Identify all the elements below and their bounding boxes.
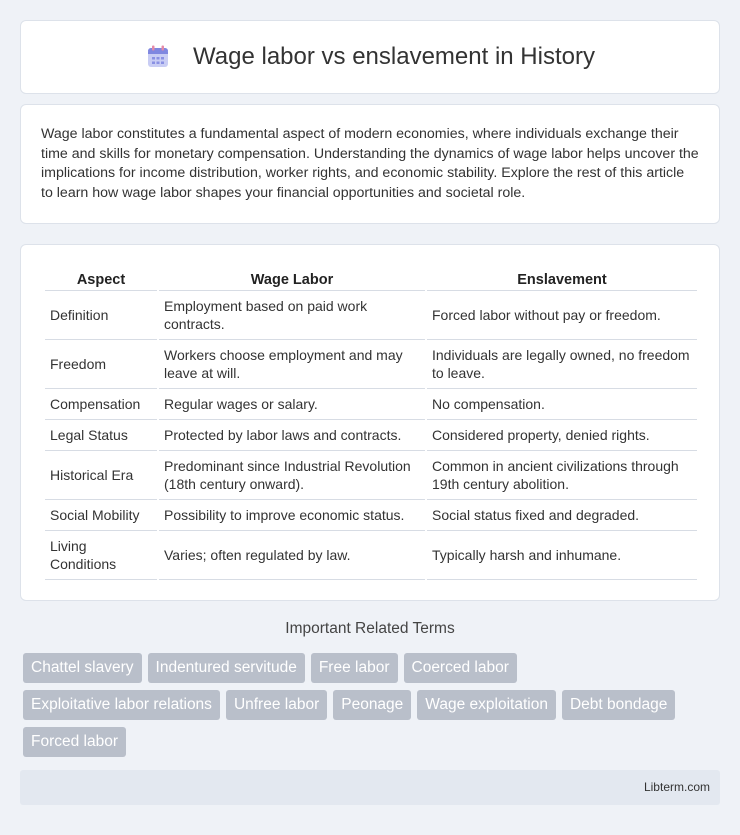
related-term-tag[interactable]: Debt bondage xyxy=(562,690,675,720)
table-cell: Individuals are legally owned, no freedom to leave. xyxy=(427,340,697,389)
table-cell: No compensation. xyxy=(427,389,697,420)
table-cell: Workers choose employment and may leave at will. xyxy=(159,340,425,389)
table-row xyxy=(45,291,697,340)
title-card xyxy=(20,20,720,94)
related-term-tag[interactable]: Chattel slavery xyxy=(23,653,142,683)
table-cell: Social status fixed and degraded. xyxy=(427,500,697,531)
table-row xyxy=(45,420,697,451)
table-row xyxy=(45,451,697,500)
table-cell: Possibility to improve economic status. xyxy=(159,500,425,531)
table-cell: Forced labor without pay or freedom. xyxy=(427,291,697,340)
table-cell: Definition xyxy=(45,291,157,340)
related-term-tag[interactable]: Forced labor xyxy=(23,727,126,757)
related-terms-title: Important Related Terms xyxy=(285,620,455,637)
related-terms-list xyxy=(23,653,723,764)
intro-card xyxy=(20,104,720,224)
comparison-card xyxy=(20,244,720,601)
table-header-row xyxy=(45,265,697,291)
header-aspect: Aspect xyxy=(45,265,157,291)
table-cell: Historical Era xyxy=(45,451,157,500)
table-cell: Common in ancient civilizations through 19th century abolition. xyxy=(427,451,697,500)
calendar-icon xyxy=(145,44,171,70)
related-term-tag[interactable]: Indentured servitude xyxy=(148,653,305,683)
comparison-table xyxy=(43,265,699,580)
table-cell: Typically harsh and inhumane. xyxy=(427,531,697,580)
table-cell: Compensation xyxy=(45,389,157,420)
table-cell: Protected by labor laws and contracts. xyxy=(159,420,425,451)
table-row xyxy=(45,340,697,389)
table-cell: Freedom xyxy=(45,340,157,389)
table-cell: Varies; often regulated by law. xyxy=(159,531,425,580)
related-term-tag[interactable]: Exploitative labor relations xyxy=(23,690,220,720)
header-enslavement: Enslavement xyxy=(427,265,697,291)
table-cell: Employment based on paid work contracts. xyxy=(159,291,425,340)
footer xyxy=(20,770,720,805)
related-term-tag[interactable]: Unfree labor xyxy=(226,690,327,720)
table-cell: Considered property, denied rights. xyxy=(427,420,697,451)
footer-site-link[interactable]: Libterm.com xyxy=(643,780,710,794)
related-term-tag[interactable]: Free labor xyxy=(311,653,398,683)
table-cell: Living Conditions xyxy=(45,531,157,580)
table-cell: Regular wages or salary. xyxy=(159,389,425,420)
table-row xyxy=(45,531,697,580)
table-cell: Social Mobility xyxy=(45,500,157,531)
table-cell: Legal Status xyxy=(45,420,157,451)
page-title: Wage labor vs enslavement in History xyxy=(193,43,595,70)
header-wage-labor: Wage Labor xyxy=(159,265,425,291)
intro-text: Wage labor constitutes a fundamental aspect of modern economies, where individuals exchange their time and skills for monetary compensation. Understanding the dynamics of wage labor helps uncover the implications for income distribution, worker rights, and economic stability. Explore the rest of this article to learn how wage labor shapes your financial opportunities and societal role. xyxy=(41,126,699,201)
related-term-tag[interactable]: Peonage xyxy=(333,690,411,720)
table-row xyxy=(45,389,697,420)
table-row xyxy=(45,500,697,531)
related-term-tag[interactable]: Wage exploitation xyxy=(417,690,556,720)
related-term-tag[interactable]: Coerced labor xyxy=(404,653,517,683)
table-cell: Predominant since Industrial Revolution (18th century onward). xyxy=(159,451,425,500)
